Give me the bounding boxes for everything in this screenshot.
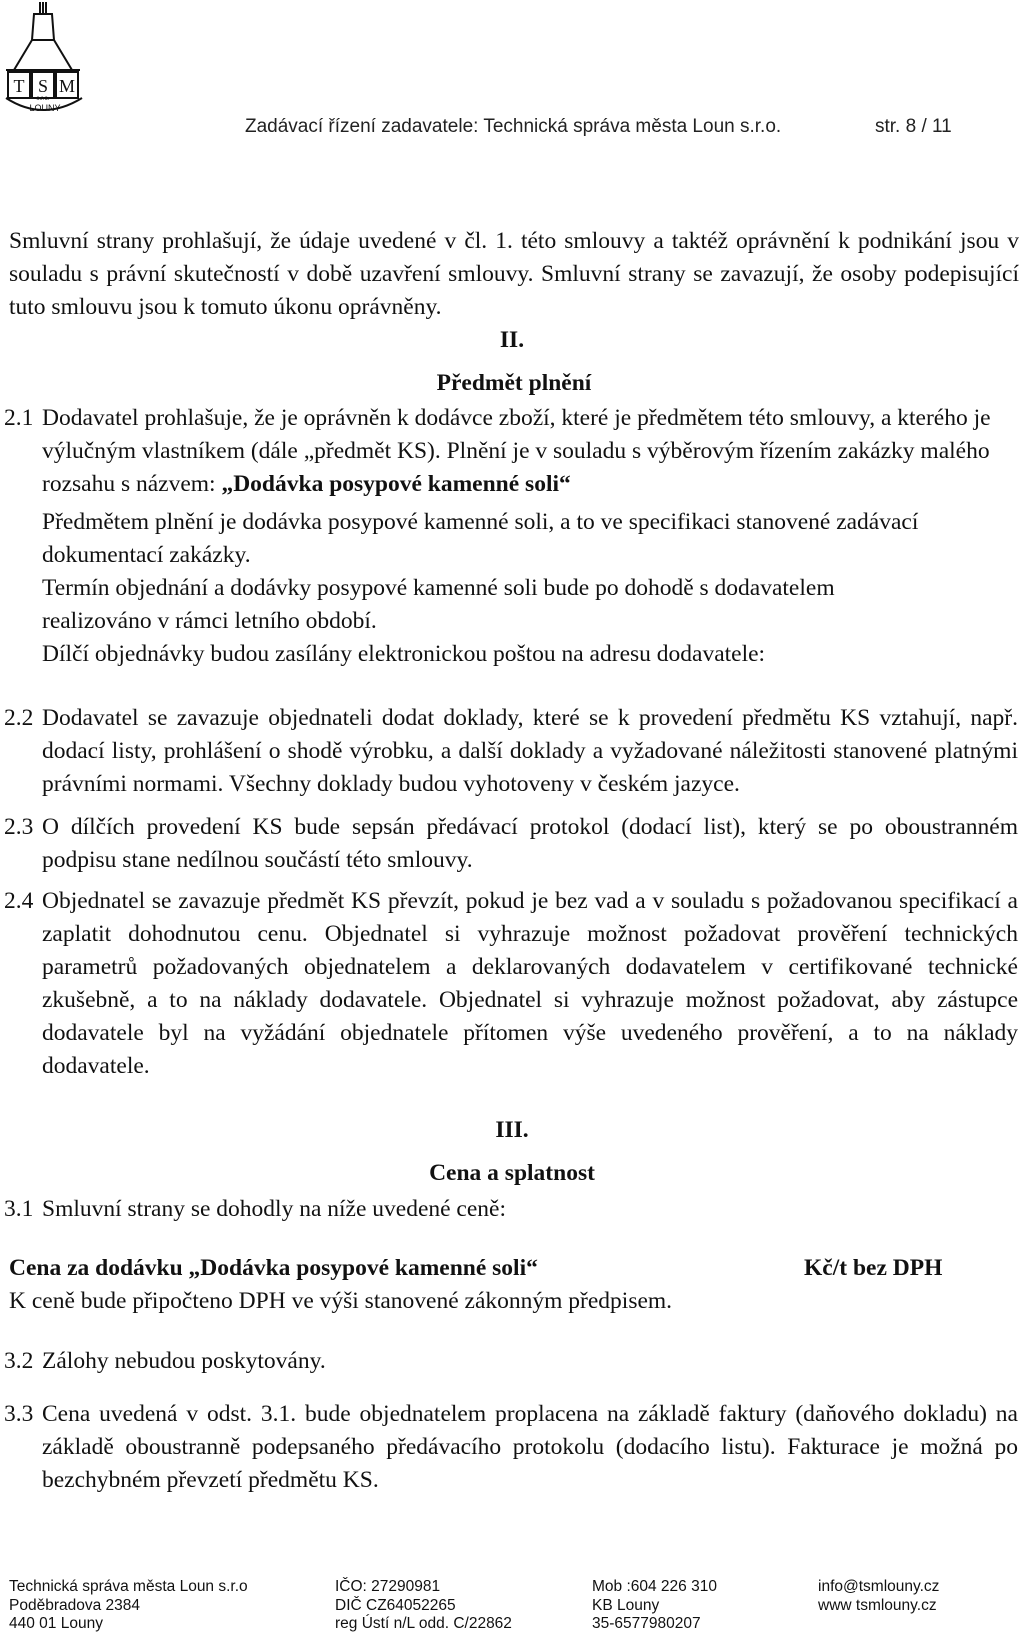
section-3-number: III.: [495, 1117, 529, 1143]
item-3-1-number: 3.1: [4, 1196, 34, 1222]
item-2-1-tender-name: „Dodávka posypové kamenné soli“: [221, 471, 571, 497]
header-title: Zadávací řízení zadavatele: Technická správa města Loun s.r.o.: [245, 116, 782, 137]
footer-mobile: Mob :604 226 310: [592, 1578, 717, 1595]
section-3-title: Cena a splatnost: [429, 1160, 595, 1186]
footer-city: 440 01 Louny: [9, 1615, 103, 1632]
section-2-number: II.: [499, 327, 525, 353]
item-3-3-text: Cena uvedená v odst. 3.1. bude objednatelem proplacena na základě faktury (daňového dokladu) na základě oboustranně podepsaného předávacího protokolu (dodacího listu). Fakturace je možná po bezchybném převzetí předmětu KS.: [42, 1401, 1018, 1493]
item-2-3-text: O dílčích provedení KS bude sepsán předávací protokol (dodací list), který se po oboustranném podpisu stane nedílnou součástí této smlouvy.: [42, 814, 1018, 873]
footer-street: Poděbradova 2384: [9, 1596, 141, 1614]
item-2-1-main: Dodavatel prohlašuje, že je oprávněn k dodávce zboží, které je předmětem této smlouvy, a kterého je výlučným vlastníkem (dále „předmět KS). Plnění je v souladu s výběrovým řízením zakázky malého rozsahu s názvem:: [42, 405, 991, 497]
footer-contact: [818, 1578, 939, 1615]
item-2-1-term: Termín objednání a dodávky posypové kamenné soli bude po dohodě s dodavatelem realizováno v rámci letního období.: [42, 575, 835, 634]
page-number: str. 8 / 11: [875, 116, 952, 137]
footer-ico: IČO: 27290981: [335, 1578, 441, 1595]
item-3-2-text: Zálohy nebudou poskytovány.: [42, 1348, 326, 1374]
item-3-2-number: 3.2: [4, 1348, 34, 1374]
logo-letter-m: M: [58, 76, 76, 96]
item-2-3-number: 2.3: [4, 814, 34, 840]
footer-registration: [335, 1578, 512, 1634]
footer-bank-name: KB Louny: [592, 1596, 660, 1614]
footer-bank: [592, 1578, 717, 1634]
item-2-1-subject: Předmětem plnění je dodávka posypové kamenné soli, a to ve specifikaci stanovené zadávací dokumentací zakázky.: [42, 509, 919, 568]
item-2-1-text: [42, 402, 992, 501]
item-2-2-number: 2.2: [4, 705, 34, 731]
vat-note: K ceně bude připočteno DPH ve výši stanovené zákonným předpisem.: [9, 1288, 673, 1314]
item-2-4-text: Objednatel se zavazuje předmět KS převzít, pokud je bez vad a v souladu s požadovanou specifikací a zaplatit dohodnutou cenu. Objednatel si vyhrazuje možnost požadovat prověření technických parametrů požadovaných objednatelem a deklarovaných dodavatelem v certifikované technické zkušebně, a to na náklady dodavatele. Objednatel si vyhrazuje možnost požadovat, aby zástupce dodavatele byl na vyžádání objednatele přítomen výše uvedeného prověření, a to na náklady dodavatele.: [42, 888, 1018, 1079]
intro-paragraph: Smluvní strany prohlašují, že údaje uvedené v čl. 1. této smlouvy a taktéž oprávnění k podnikání jsou v souladu s právní skutečností v době uzavření smlouvy. Smluvní strany se zavazují, že osoby podepisující tuto smlouvu jsou k tomuto úkonu oprávněny.: [9, 228, 1019, 320]
footer-company-name: Technická správa města Loun s.r.o: [9, 1578, 248, 1595]
footer-web[interactable]: www tsmlouny.cz: [818, 1596, 937, 1614]
logo-louny: LOUNY: [29, 103, 61, 113]
price-unit: Kč/t bez DPH: [804, 1255, 943, 1281]
item-3-3-number: 3.3: [4, 1401, 34, 1427]
logo-sro: s.r.o.: [36, 96, 50, 102]
footer-email[interactable]: info@tsmlouny.cz: [818, 1578, 940, 1595]
footer-dic: DIČ CZ64052265: [335, 1596, 456, 1614]
logo-letter-t: T: [13, 76, 25, 96]
company-logo: [0, 0, 92, 118]
item-2-2-text: Dodavatel se zavazuje objednateli dodat doklady, které se k provedení předmětu KS vztahují, např. dodací listy, prohlášení o shodě výrobku, a další doklady a vyžadované náležitosti stanovené platnými právními normami. Všechny doklady budou vyhotoveny v českém jazyce.: [42, 705, 1018, 797]
footer-reg: reg Ústí n/L odd. C/22862: [335, 1615, 512, 1632]
logo-letter-s: S: [37, 76, 49, 96]
section-2-title: Předmět plnění: [436, 370, 592, 396]
price-label: Cena za dodávku „Dodávka posypové kamenné soli“: [9, 1255, 538, 1281]
item-2-1-number: 2.1: [4, 405, 34, 431]
item-2-4-number: 2.4: [4, 888, 34, 914]
footer-company: [9, 1578, 248, 1634]
item-3-1-text: Smluvní strany se dohodly na níže uvedené ceně:: [42, 1196, 506, 1222]
item-2-1-orders: Dílčí objednávky budou zasílány elektronickou poštou na adresu dodavatele:: [42, 641, 766, 667]
footer-account: 35-6577980207: [592, 1615, 701, 1632]
